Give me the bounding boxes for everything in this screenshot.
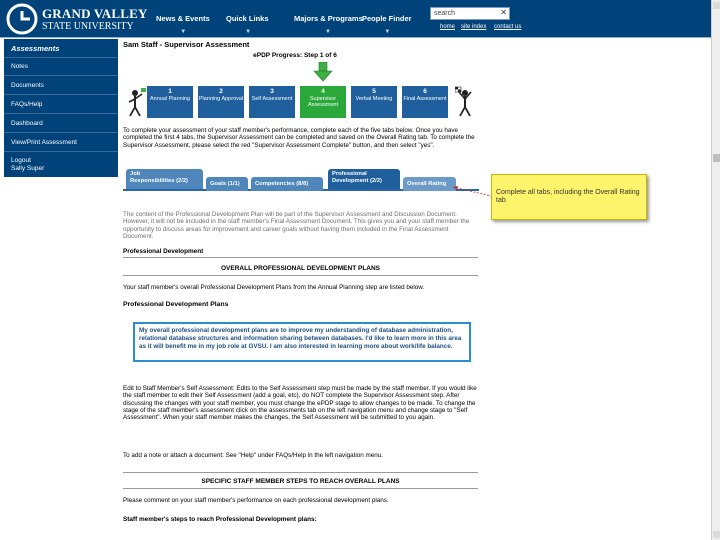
note-instructions: To add a note or attach a document: See "Help" under FAQs/Help in the left navigation menu.	[123, 452, 384, 459]
pd-description: The content of the Professional Development Plan will be part of the Supervisor Assessment and Discussion Document. However, it will not be included in the staff member's Final Assessment Document. This gives you and your staff member the opportunity to discuss areas for improvement and career goals without having them included in the Final Assessment Document.	[123, 211, 470, 240]
overall-plans-text: Your staff member's overall Professional Development Plans from the Annual Planning step are listed below.	[123, 284, 425, 291]
sidebar-item-faqs-help[interactable]: FAQs/Help	[11, 101, 43, 108]
runner-start-icon	[128, 86, 146, 118]
tab-overall-rating[interactable]: Overall Rating	[403, 177, 456, 191]
step-supervisor-assessment: 4 Supervisor Assessment	[300, 86, 347, 118]
page-title: Sam Staff - Supervisor Assessment	[123, 40, 250, 49]
step-verbal-meeting: 5 Verbal Meeting	[351, 86, 398, 118]
divider	[123, 488, 478, 489]
divider	[4, 94, 118, 95]
step-self-assessment: 3 Self Assessment	[249, 86, 296, 118]
progress-title: ePDP Progress: Step 1 of 6	[253, 52, 337, 59]
scroll-thumb[interactable]	[713, 154, 720, 162]
callout-pointer	[453, 186, 493, 198]
tab-competencies[interactable]: Competencies (8/8)	[251, 177, 323, 191]
chevron-down-icon: ▼	[384, 29, 391, 35]
divider	[4, 57, 118, 58]
edit-instructions: Edit to Staff Member's Self Assessment: Edits to the Self Assessment step must be made by the staff member. If you would like the staff member to edit their Self Assessment (add a goal, etc), do NOT complete the Supervisor Assessment step. After discussing the changes with your staff member, you must change the ePDP stage to allow changes to be made. To change the stage of the staff member's assessment click on the assessments tab on the left navigation menu and change stage to "Self Assessment". When your staff member makes the changes, the Self Assessment will be submitted to you again.	[123, 385, 477, 422]
overall-plans-heading: OVERALL PROFESSIONAL DEVELOPMENT PLANS	[220, 265, 381, 272]
intro-text: To complete your assessment of your staff member's performance, complete each of the five tabs below. Once you have completed the first 4 tabs, the Supervisor Assessment can be completed and saved on the Overall Rating tab. To complete the Supervisor Assessment, please select the red "Supervisor Assessment Complete" button, and then select "yes".	[123, 127, 475, 149]
nav-news-events[interactable]: News & Events ▼	[156, 14, 210, 35]
plan-text-box: My overall professional development plans are to improve my understanding of database administration, relational database structures and information sharing between databases. I'd like to learn more in this area as it will benefit me in my job role at GVSU. I am also interested in learning more about work/life balance.	[133, 322, 471, 362]
search-input[interactable]: search ✕	[430, 7, 510, 20]
nav-quick-links[interactable]: Quick Links ▼	[226, 14, 269, 35]
sidebar-item-view-print[interactable]: View/Print Assessment	[11, 139, 77, 146]
progress-steps	[147, 86, 451, 118]
sidebar-item-documents[interactable]: Documents	[11, 82, 44, 89]
logo-line-2: STATE UNIVERSITY	[42, 21, 134, 32]
runner-finish-icon	[455, 86, 473, 118]
chevron-down-icon: ▼	[245, 29, 252, 35]
assessment-tabs	[123, 171, 479, 191]
sidebar-item-assessments[interactable]: Assessments	[11, 44, 60, 53]
sidebar-item-logout[interactable]: Logout	[11, 157, 31, 164]
staff-steps-label: Staff member's steps to reach Professional Development plans:	[123, 516, 317, 523]
site-header	[0, 0, 712, 38]
gvsu-logo[interactable]	[6, 3, 148, 35]
scroll-up-icon[interactable]	[713, 2, 720, 9]
home-link[interactable]: home	[440, 24, 456, 30]
pd-label: Professional Development	[123, 248, 204, 255]
logo-mark-icon	[6, 3, 38, 35]
current-step-arrow-icon	[313, 62, 333, 82]
divider	[123, 275, 478, 276]
step-annual-planning: 1 Annual Planning	[147, 86, 194, 118]
divider	[4, 113, 118, 114]
divider	[123, 257, 478, 258]
specific-steps-heading: SPECIFIC STAFF MEMBER STEPS TO REACH OVERALL PLANS	[201, 478, 400, 485]
nav-people-finder[interactable]: People Finder ▼	[362, 14, 412, 35]
left-navigation	[4, 39, 118, 177]
nav-majors-programs[interactable]: Majors & Programs ▼	[294, 14, 363, 35]
page-scrollbar[interactable]	[711, 0, 720, 540]
chevron-down-icon: ▼	[324, 29, 331, 35]
divider	[4, 151, 118, 152]
sidebar-item-dashboard[interactable]: Dashboard	[11, 120, 43, 127]
site-index-link[interactable]: site index	[461, 24, 487, 30]
plans-heading: Professional Development Plans	[123, 301, 229, 308]
tab-goals[interactable]: Goals (1/1)	[206, 177, 248, 191]
callout-note: Complete all tabs, including the Overall Rating tab	[491, 174, 647, 220]
logo-line-1: GRAND VALLEY	[42, 6, 148, 21]
comment-instructions: Please comment on your staff member's performance on each professional development plans.	[123, 497, 389, 504]
divider	[123, 472, 478, 473]
contact-us-link[interactable]: contact us	[494, 24, 522, 30]
logged-in-user: Sally Super	[11, 165, 45, 172]
step-final-assessment: 6 Final Assessment	[402, 86, 449, 118]
step-planning-approval: 2 Planning Approval	[198, 86, 245, 118]
scroll-down-icon[interactable]	[713, 531, 720, 538]
sidebar-item-notes[interactable]: Notes	[11, 63, 28, 70]
clear-search-icon[interactable]: ✕	[500, 8, 507, 17]
tab-job-responsibilities[interactable]: Job Responsibilities (2/2)	[126, 169, 203, 189]
divider	[4, 75, 118, 76]
divider	[4, 132, 118, 133]
tab-professional-development[interactable]: Professional Development (2/2)	[328, 169, 400, 189]
chevron-down-icon: ▼	[180, 29, 187, 35]
